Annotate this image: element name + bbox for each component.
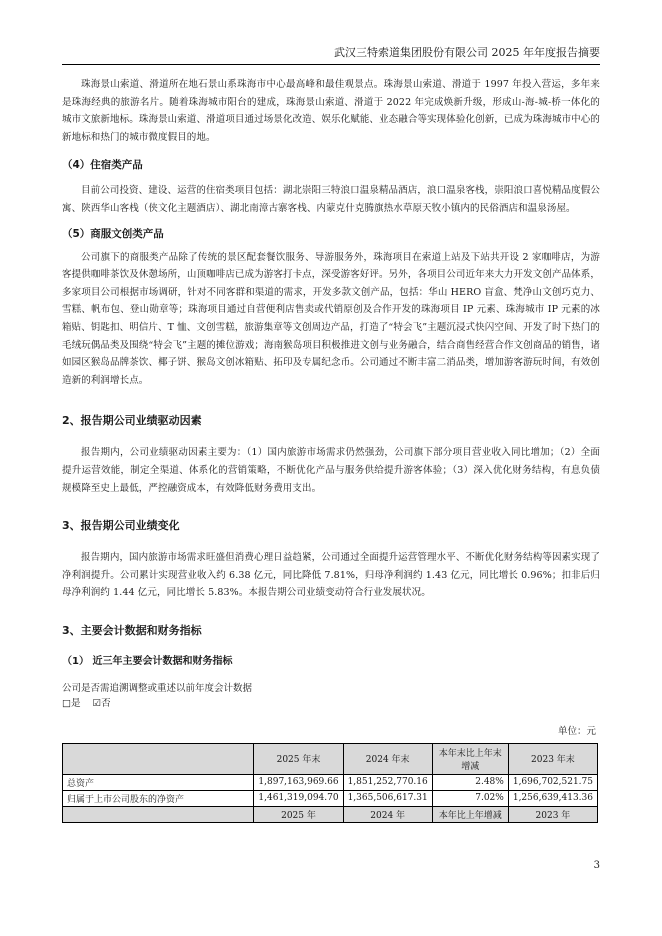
table-row bbox=[63, 774, 598, 790]
row-label: 归属于上市公司股东的净资产 bbox=[63, 790, 254, 806]
section-merchandise-heading: （5）商服文创类产品 bbox=[62, 227, 164, 240]
financial-table bbox=[62, 743, 598, 823]
table-header-cell: 2023 年 bbox=[508, 806, 597, 822]
table-header-cell: 本年比上年增减 bbox=[432, 806, 508, 822]
section-financial-heading: 3、主要会计数据和财务指标 bbox=[62, 623, 202, 637]
checkbox-no: ☑否 bbox=[92, 697, 111, 709]
table-header-cell: 2023 年末 bbox=[508, 743, 597, 774]
table-header-row bbox=[63, 743, 598, 774]
section-changes-paragraph: 报告期内，国内旅游市场需求旺盛但消费心理日益趋紧，公司通过全面提升运营管理水平、不断优化财务结构等因素实现了净利润提升。公司累计实现营业收入约 6.38 亿元，同比降低 7.81%，归母净利润约 1.43 亿元，同比增长 0.96%；扣非后归母净利润约 1.44 亿元，同比增长 5.83%。本报告期公司业绩变动符合行业发展状况。 bbox=[62, 552, 600, 599]
table-header-cell: 2024 年末 bbox=[343, 743, 432, 774]
table-header-cell bbox=[63, 743, 254, 774]
table-header-cell bbox=[63, 806, 254, 822]
unit-label: 单位：元 bbox=[557, 725, 596, 737]
section-accommodation-heading: （4）住宿类产品 bbox=[62, 159, 143, 172]
page-header bbox=[62, 44, 600, 65]
table-row bbox=[63, 790, 598, 806]
checkbox-yes: □是 bbox=[62, 697, 81, 709]
table-header-cell: 2024 年 bbox=[343, 806, 432, 822]
row-label: 总资产 bbox=[63, 774, 254, 790]
section-accommodation-paragraph: 目前公司投资、建设、运营的住宿类项目包括：湖北崇阳三特浪口温泉精品酒店，浪口温泉客栈，崇阳浪口喜悦精品度假公寓、陕西华山客栈（侠文化主题酒店）、湖北南漳古寨客栈、内蒙克什克腾旗热水草原天牧小镇内的民俗酒店和温泉汤屋。 bbox=[62, 185, 600, 214]
table-cell: 1,897,163,969.66 bbox=[254, 774, 343, 790]
intro-paragraph: 珠海景山索道、滑道所在地石景山系珠海市中心最高峰和最佳观景点。珠海景山索道、滑道于 1997 年投入营运，多年来是珠海经典的旅游名片。随着珠海城市阳台的建成，珠海景山索道、滑道于 2022 年完成焕新升级，形成山-海-城-桥一体化的城市文旅新地标。珠海景山索道、滑道项目通过场景化改造、娱乐化赋能、业态融合等实现体验化创新，已成为珠海城市中心的新地标和热门的城市微度假目的地。 bbox=[62, 79, 600, 143]
section-drivers-paragraph: 报告期内，公司业绩驱动因素主要为：（1）国内旅游市场需求仍然强劲，公司旗下部分项目营业收入同比增加；（2）全面提升运营效能，制定全渠道、体系化的营销策略，不断优化产品与服务供给提升游客体验；（3）深入优化财务结构，有息负债规模降至史上最低，严控融资成本，有效降低财务费用支出。 bbox=[62, 447, 600, 494]
section-drivers-heading: 2、报告期公司业绩驱动因素 bbox=[62, 414, 202, 428]
section-merchandise-paragraph: 公司旗下的商服类产品除了传统的景区配套餐饮服务、导游服务外，珠海项目在索道上站及下站共开设 2 家咖啡店，为游客提供咖啡茶饮及休憩场所，山顶咖啡店已成为游客打卡点，深受游客好评。另外，各项目公司近年来大力开发文创产品体系，多家项目公司根据市场调研，针对不同客群和渠道的需求，开发多款文创产品，包括：华山 HERO 盲盒、梵净山文创巧克力、雪糕、帆布包、登山勋章等；珠海项目通过自营便利店售卖或代销原创及合作开发的珠海项目 IP 元素、珠海城市 IP 元素的冰箱贴、钥匙扣、明信片、T 恤、文创雪糕，旅游集章等文创周边产品，打造了“特会飞”主题沉浸式快闪空间、开发了时下热门的毛绒玩偶品类及围绕“特会飞”主题的摊位游戏；海南猴岛项目积极推进文创与业务融合，结合商售经营合作文创商品的销售，诸如园区猴岛品牌茶饮、椰子饼、猴岛文创冰箱贴、拓印及专属纪念币。公司通过不断丰富二消品类，增加游客游玩时间，有效创造新的利润增长点。 bbox=[62, 251, 600, 386]
table-cell: 7.02% bbox=[432, 790, 508, 806]
page-content bbox=[62, 76, 600, 823]
report-title: 武汉三特索道集团股份有限公司 2025 年年度报告摘要 bbox=[334, 46, 600, 59]
table-cell: 1,365,506,617.31 bbox=[343, 790, 432, 806]
restatement-options bbox=[62, 696, 600, 711]
table-cell: 1,461,319,094.70 bbox=[254, 790, 343, 806]
table-header-cell: 2025 年 bbox=[254, 806, 343, 822]
table-header-cell: 2025 年末 bbox=[254, 743, 343, 774]
table-header-row bbox=[63, 806, 598, 822]
table-cell: 1,256,639,413.36 bbox=[508, 790, 597, 806]
table-cell: 2.48% bbox=[432, 774, 508, 790]
table-cell: 1,696,702,521.75 bbox=[508, 774, 597, 790]
table-cell: 1,851,252,770.16 bbox=[343, 774, 432, 790]
restatement-question: 公司是否需追溯调整或重述以前年度会计数据 bbox=[62, 682, 253, 694]
table-header-cell: 本年末比上年末增减 bbox=[432, 743, 508, 774]
section-changes-heading: 3、报告期公司业绩变化 bbox=[62, 519, 180, 533]
section-financial-subheading: （1） 近三年主要会计数据和财务指标 bbox=[62, 655, 233, 667]
page-number: 3 bbox=[593, 860, 600, 871]
